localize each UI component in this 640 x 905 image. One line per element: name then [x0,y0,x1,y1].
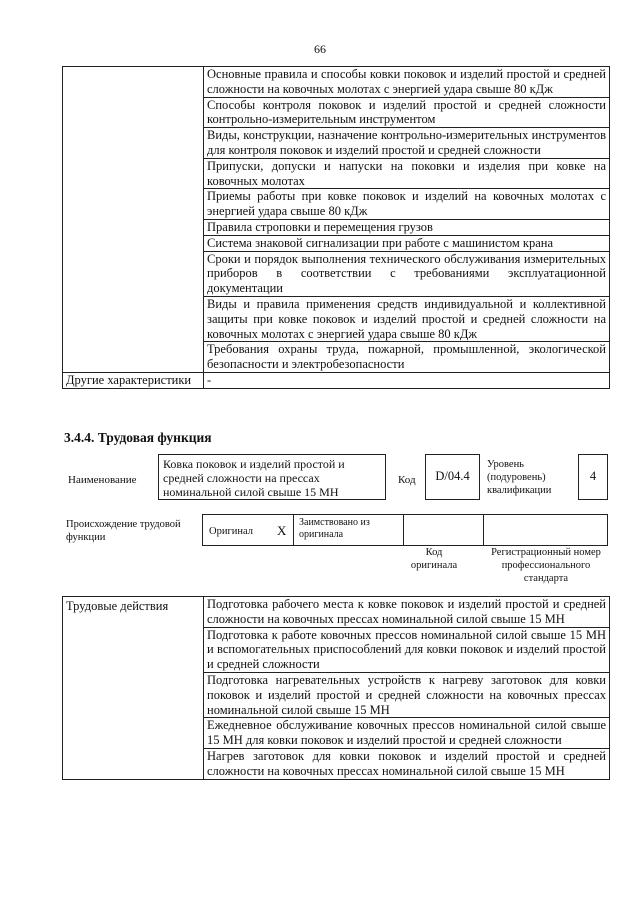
section-title: 3.4.4. Трудовая функция [64,430,212,445]
code-caption: Код оригинала [410,547,458,571]
knowledge-item: Способы контроля поковок и изделий простой и средней сложности контрольно-измерительным инструментом [204,97,610,128]
divider [483,515,484,545]
origin-label: Происхождение трудовой функции [66,519,181,543]
borrowed-label: Заимствовано из оригинала [299,517,370,540]
knowledge-item: Приемы работы при ковке поковок и изделий на ковочных молотах с энергией удара свыше 80 кДж [204,189,610,220]
table-row [63,67,610,98]
labor-action-item: Ежедневное обслуживание ковочных прессов номинальной силой свыше 15 МН для ковки поковок и изделий простой и средней сложности [204,718,610,749]
knowledge-item: Система знаковой сигнализации при работе с машинистом крана [204,235,610,251]
labor-actions-label: Трудовые действия [63,597,204,780]
function-name-value: Ковка поковок и изделий простой и средней сложности на прессах номинальной силой свыше 15 МН [163,457,345,499]
level-box [578,454,608,500]
other-characteristics-label: Другие характеристики [63,372,204,388]
knowledge-item: Сроки и порядок выполнения технического обслуживания измерительных приборов в соответствии с требованиями эксплуатационной документации [204,251,610,296]
name-label: Наименование [68,474,137,486]
labor-action-item: Подготовка рабочего места к ковке поковок и изделий простой и средней сложности на ковочных прессах номинальной силой свыше 15 МН [204,597,610,628]
knowledge-item: Виды и правила применения средств индивидуальной и коллективной защиты при ковке поковок и изделий простой и средней сложности на ковочных молотах с энергией удара свыше 80 кДж [204,296,610,341]
code-value: D/04.4 [435,469,470,483]
table-row [63,372,610,388]
reg-caption: Регистрационный номер профессионального стандарта [491,547,601,584]
table-row [63,597,610,628]
original-label: Оригинал [209,526,253,537]
knowledge-item: Правила строповки и перемещения грузов [204,219,610,235]
knowledge-item: Виды, конструкции, назначение контрольно-измерительных инструментов для контроля поковок и изделий простой и средней сложности [204,128,610,159]
labor-actions-table [62,596,610,780]
labor-action-item: Подготовка нагревательных устройств к нагреву заготовок для ковки поковок и изделий простой и средней сложности на ковочных прессах номинальной силой свыше 15 МН [204,672,610,717]
other-characteristics-value: - [204,372,610,388]
knowledge-table [62,66,610,389]
code-label: Код [398,474,416,486]
page-number: 66 [314,42,326,56]
labor-action-item: Подготовка к работе ковочных прессов номинальной силой свыше 15 МН и вспомогательных приспособлений для ковки поковок и изделий простой и средней сложности [204,627,610,672]
knowledge-item: Требования охраны труда, пожарной, промышленной, экологической безопасности и электробезопасности [204,342,610,373]
origin-row [202,514,608,546]
function-name-box [158,454,386,500]
empty-label-cell [63,67,204,373]
labor-action-item: Нагрев заготовок для ковки поковок и изделий простой и средней сложности на ковочных прессах номинальной силой свыше 15 МН [204,748,610,779]
level-value: 4 [589,469,597,483]
original-mark: X [277,523,287,538]
knowledge-item: Припуски, допуски и напуски на поковки и изделия при ковке на ковочных молотах [204,158,610,189]
divider [403,515,404,545]
knowledge-item: Основные правила и способы ковки поковок и изделий простой и средней сложности на ковочных молотах с энергией удара свыше 80 кДж [204,67,610,98]
level-label: Уровень (подуровень) квалификации [487,459,552,496]
code-box [425,454,480,500]
divider [293,515,294,545]
